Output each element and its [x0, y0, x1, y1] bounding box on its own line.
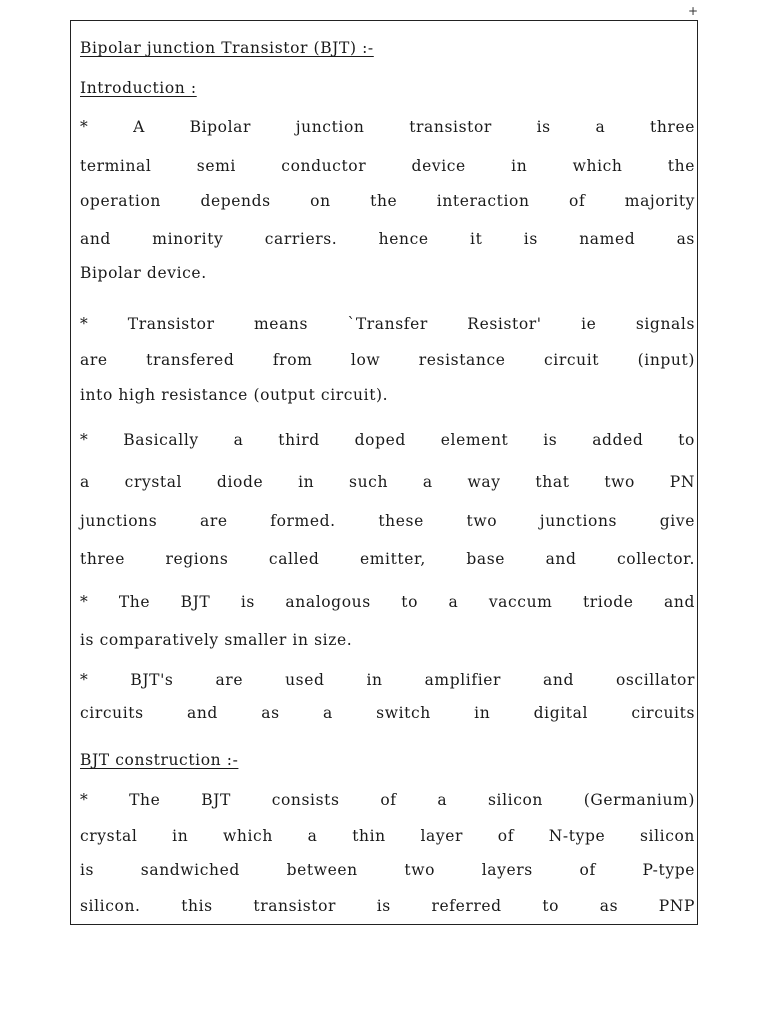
text-line: * Basically a third doped element is added to [80, 431, 695, 449]
text-line: circuits and as a switch in digital circuits [80, 704, 695, 722]
text-line: * The BJT consists of a silicon (Germanium) [80, 791, 695, 809]
text-line: is comparatively smaller in size. [80, 631, 353, 649]
text-line: is sandwiched between two layers of P-type [80, 861, 695, 879]
notes-title: Bipolar junction Transistor (BJT) :- [80, 39, 374, 57]
text-line: a crystal diode in such a way that two PN [80, 473, 695, 491]
text-line: into high resistance (output circuit). [80, 386, 389, 404]
section-heading-construction: BJT construction :- [80, 751, 239, 769]
text-line: three regions called emitter, base and collector. [80, 550, 695, 568]
text-line: Bipolar device. [80, 264, 207, 282]
text-line: operation depends on the interaction of majority [80, 192, 695, 210]
corner-mark: + [688, 4, 699, 18]
text-line: and minority carriers. hence it is named as [80, 230, 695, 248]
text-line: * The BJT is analogous to a vaccum triode and [80, 593, 695, 611]
text-line: junctions are formed. these two junctions give [80, 512, 695, 530]
text-line: are transfered from low resistance circuit (input) [80, 351, 695, 369]
text-line: * Transistor means `Transfer Resistor' ie signals [80, 315, 695, 333]
text-line: crystal in which a thin layer of N-type silicon [80, 827, 695, 845]
text-line: terminal semi conductor device in which the [80, 157, 695, 175]
section-heading-introduction: Introduction : [80, 79, 197, 97]
text-line: * A Bipolar junction transistor is a three [80, 118, 695, 136]
text-line: * BJT's are used in amplifier and oscillator [80, 671, 695, 689]
text-line: silicon. this transistor is referred to as PNP [80, 897, 695, 915]
